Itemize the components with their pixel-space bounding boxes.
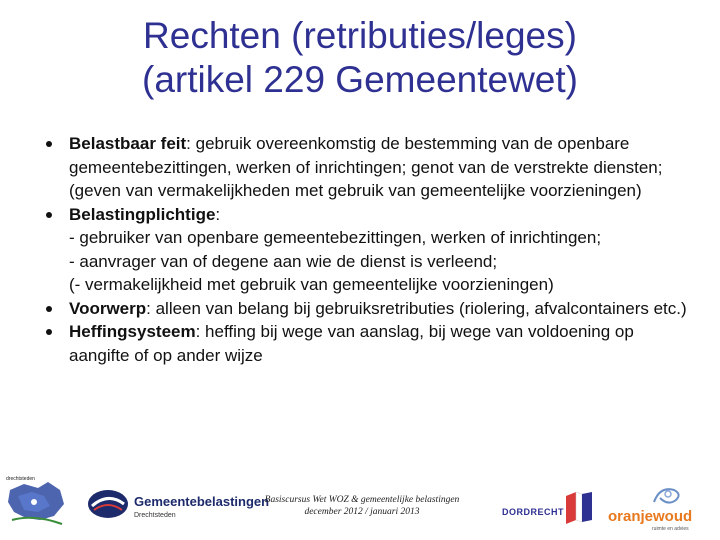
bullet-belastingplichtige xyxy=(42,203,692,297)
gemeentebelastingen-emblem-icon xyxy=(86,486,130,522)
bullet-voorwerp xyxy=(42,297,692,321)
bullet-subline: - gebruiker van openbare gemeentebezittingen, werken of inrichtingen; xyxy=(69,228,602,247)
gemeentebelastingen-name: Gemeentebelastingen xyxy=(134,494,270,509)
footer-line-1: Basiscursus Wet WOZ & gemeentelijke belastingen xyxy=(264,495,460,505)
bullet-term: Heffingsysteem xyxy=(69,322,196,341)
bullet-text: : heffing bij wege van aanslag, bij wege van voldoening op aangifte of op ander wijze xyxy=(69,322,634,365)
drechtsteden-label: drechtsteden xyxy=(6,476,35,482)
footer-caption xyxy=(246,494,478,518)
oranjewoud-swirl-icon xyxy=(646,484,686,508)
dordrecht-name: DORDRECHT xyxy=(502,507,564,517)
dordrecht-logo xyxy=(502,502,564,518)
bullet-term: Belastbaar feit xyxy=(69,134,187,153)
oranjewoud-sub: ruimte en advies xyxy=(652,526,689,532)
title-line-1: Rechten (retributies/leges) xyxy=(143,15,577,56)
bullet-text: : gebruik overeenkomstig de bestemming van de openbare gemeentebezittingen, werken of inrichtingen; genot van de verstrekte diensten; (geven van vermakelijkheden met gebruik van gemeentelijke voorzieningen) xyxy=(69,134,663,200)
title-line-2: (artikel 229 Gemeentewet) xyxy=(142,59,578,100)
oranjewoud-name: oranjewoud xyxy=(608,508,693,525)
bullet-list xyxy=(42,132,692,367)
bullet-belastbaar-feit xyxy=(42,132,692,203)
bullet-subline: - aanvrager van of degene aan wie de dienst is verleend; xyxy=(69,251,498,271)
bullet-text: : alleen van belang bij gebruiksretributies (riolering, afvalcontainers etc.) xyxy=(146,298,687,318)
flag-logo xyxy=(562,490,596,528)
oranjewoud-logo xyxy=(606,484,716,534)
flag-icon xyxy=(562,490,596,528)
gemeentebelastingen-sub: Drechtsteden xyxy=(134,512,176,519)
bullet-term: Belastingplichtige xyxy=(69,204,216,224)
bullet-subline: (- vermakelijkheid met gebruik van gemeentelijke voorzieningen) xyxy=(69,275,554,294)
drechtsteden-map-logo xyxy=(4,476,70,532)
bullet-term: Voorwerp xyxy=(69,298,147,318)
bullet-heffingsysteem xyxy=(42,320,692,367)
slide-title xyxy=(40,14,680,102)
map-icon xyxy=(4,476,70,532)
footer-line-2: december 2012 / januari 2013 xyxy=(304,507,420,517)
gemeentebelastingen-logo xyxy=(86,486,270,526)
bullet-text: : xyxy=(215,204,221,224)
